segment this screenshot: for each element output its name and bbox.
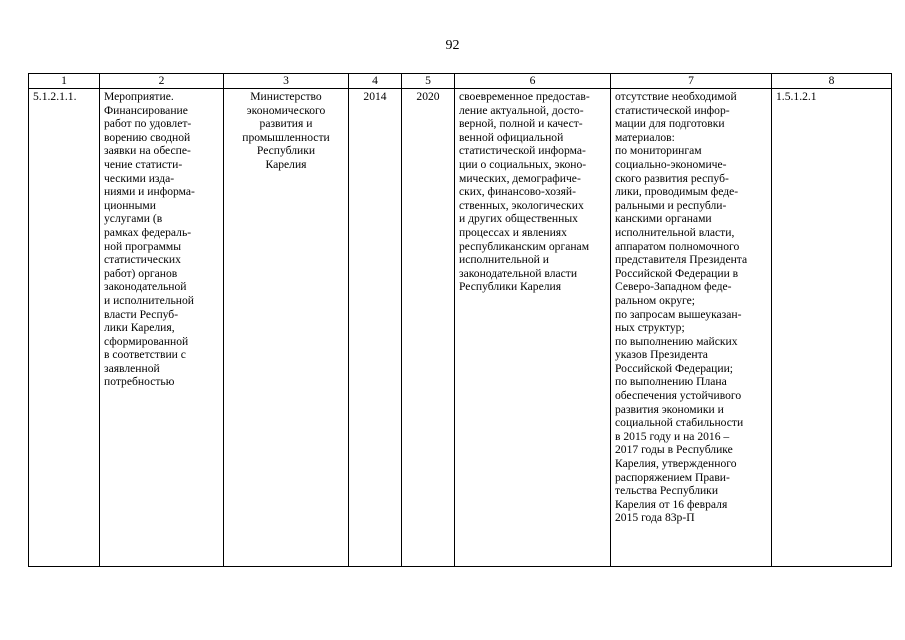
executor-text: Министерство экономического развития и промышленности Республики Карелия — [242, 90, 330, 171]
column-number-6: 6 — [455, 74, 611, 89]
program-measures-table — [28, 73, 892, 567]
column-number-5: 5 — [402, 74, 455, 89]
consequences-text: отсутствие необходимой статистической инфор- мации для подготовки материалов: по мониторингам социально-экономиче- ского развития респуб- лики, проводимым феде- ральными и республи- канскими органами исполнительной власти, аппаратом полномочного представителя Президента Российской Федерации в Северо-Западном феде- ральном округе; по запросам вышеуказан- ных структур; по выполнению майских указов Президента Российской Федерации; по выполнению Плана обеспечения устойчивого развития экономики и социальной стабильности в 2015 году и на 2016 – 2017 годы в Республике Карелия, утвержденного распоряжением Прави- тельства Республики Карелия от 16 февраля 2015 года 83р-П — [615, 90, 748, 525]
consequences-cell — [611, 89, 772, 567]
row-code: 5.1.2.1.1. — [33, 90, 77, 103]
column-number-1: 1 — [29, 74, 100, 89]
expected-result-text: своевременное предостав- ление актуальной, досто- верной, полной и качест- венной официальной статистической информа- ции о социальных, эконо- мических, демографиче- ских, финансово-хозяй- ственных, экологических и других общественных процессах и явлениях республиканским органам исполнительной и законодательной власти Республики Карелия — [459, 90, 590, 294]
indicator-link: 1.5.1.2.1 — [776, 90, 817, 103]
column-number-4: 4 — [349, 74, 402, 89]
column-number-row — [29, 74, 892, 89]
measure-text: Мероприятие. Финансирование работ по удовлет- ворению сводной заявки на обеспе- чение статисти- ческими изда- ниями и информа- ционными услугами (в рамках федераль- ной программы статистических работ) органов законодательной и исполнительной власти Респуб- лики Карелия, сформированной в соответствии с заявленной потребностью — [104, 90, 195, 389]
page-number: 92 — [445, 38, 460, 53]
end-year: 2020 — [416, 90, 440, 103]
column-number-3: 3 — [224, 74, 349, 89]
column-number-7: 7 — [611, 74, 772, 89]
end-year-cell — [402, 89, 455, 567]
column-number-8: 8 — [772, 74, 892, 89]
start-year-cell — [349, 89, 402, 567]
indicator-link-cell — [772, 89, 892, 567]
column-number-2: 2 — [100, 74, 224, 89]
table-row — [29, 89, 892, 567]
executor-cell — [224, 89, 349, 567]
row-code-cell — [29, 89, 100, 567]
measure-cell — [100, 89, 224, 567]
expected-result-cell — [455, 89, 611, 567]
start-year: 2014 — [363, 90, 387, 103]
